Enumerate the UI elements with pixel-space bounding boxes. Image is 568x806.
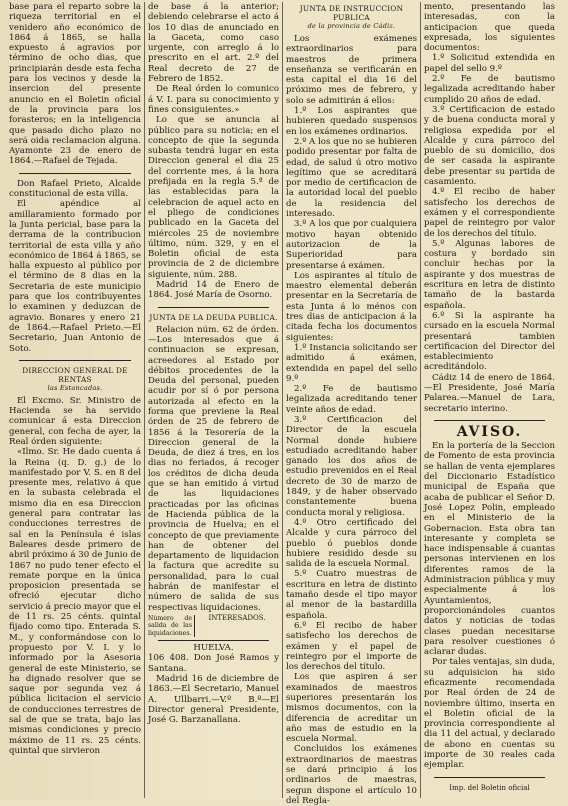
- direccion-intro: El Excmo. Sr. Ministro de Hacienda se ha servido comunicar á esta Direccion general, con fecha de ayer, la Real órden siguiente:: [9, 395, 141, 447]
- column-3: [282, 2, 420, 806]
- requirement-1: 1.º Los aspirantes que hubieren quedado suspensos en los exámenes ordinarios.: [286, 106, 417, 137]
- heading-text: JUNTA DE LA DEUDA PUBLICA.: [149, 312, 278, 322]
- place-heading: HUELVA.: [193, 643, 234, 654]
- cadiz-signature: Cádiz 14 de enero de 1864. —El Presidente, José María Palarea.—Manuel de Lara, secretario interino.: [424, 372, 555, 414]
- section-heading: [9, 366, 141, 393]
- interesado-name: Don José Ramos y Santana.: [148, 653, 279, 674]
- subasta-notice: Lo que se anuncia al público para su noticia; en el concepto de que la segunda subasta tendrá lugar en esta Direccion general el dia 25 del corriente mes, á la hora prefijada en la regla 5.ª de las establecidas para la celebracion de aquel acto en el pliego de condiciones publicado en la Gaceta del miércoles 25 de noviembre último, núm. 329, y en el Boletin oficial de esta provincia de 2 de diciembre siguiente, núm. 288.: [148, 115, 279, 280]
- aviso-heading: AVISO.: [456, 423, 523, 440]
- heading-subtext: de la provincia de Cádiz.: [307, 22, 396, 30]
- heading-text: JUNTA DE INSTRUCCION PUBLICA: [299, 4, 404, 22]
- heading-text: DIRECCION GENERAL DE RENTAS: [22, 365, 128, 384]
- maestro-documents-intro: Los aspirantes al título de maestro elemental deberán presentar en la Secretaría de esta Junta á lo ménos con tres dias de anticipacion á la citada fecha los documentos siguientes:: [286, 270, 417, 343]
- maestras-intro: Concluidos los exámenes extraordinarios de maestras se dará principio á los ordinarios de maestras, segun dispone el artículo 10 del Regla-: [286, 744, 417, 806]
- real-orden-continued: de base á la anterior; debiendo celebrarse el acto á los 10 dias de anunciado en la Gaceta, como caso urgente, con arreglo á lo prescrito en el art. 2.º del Real decreto de 27 de Febrero de 1852.: [148, 2, 279, 85]
- real-orden-closing: De Real órden lo comunico á V. I. para su conocimiento y fines consiguientes.»: [148, 84, 279, 115]
- column-4: [420, 2, 558, 798]
- maestra-document-3: 3.º Certificacion de estado y de buena conducta moral y religiosa expedida por el Alcalde y cura párroco del pueblo de su domicilio, dos de ser casada la aspirante debe presentar su partida de casamiento.: [424, 104, 555, 188]
- aviso-text-2: Por tales ventajas, sin duda, su adquisicion ha sido eficazmente recomendada por Real órden de 24 de noviembre último, inserta en el Boletin oficial de la provincia correspondiente al dia 11 del actual, y declarado de abono en cuentas su importe de 30 reales cada ejemplar.: [424, 657, 555, 771]
- document-5: 5.º Cuatro muestras de escritura en letra de distinto tamaño desde el tipo mayor al menor de la bastardilla española.: [286, 569, 417, 621]
- maestra-document-1: 1.º Solicitud extendida en papel del sello 9.º: [424, 53, 555, 74]
- maestra-document-6: 6.º Si la aspirante ha cursado en la escuela Normal presentará tambien certificacion del Director del establecimiento acreditándolo.: [424, 310, 555, 373]
- divider: [19, 360, 131, 361]
- madrid-signature: Madrid 14 de Enero de 1864. José María de Osorno.: [148, 280, 279, 301]
- divider: [434, 777, 545, 778]
- document-6: 6.º El recibo de haber satisfecho los derechos de exámen y el papel de reintegro por el importe de los derechos del título.: [286, 620, 417, 673]
- ayamonte-notice: base para el reparto sobre la riqueza territorial en el venidero año económico de 1864 á 1865, se halla expuesto á agravios por término de ocho dias, que principiarán desde esta fecha para los vecinos y desde la insercion del presente anuncio en el Boletin oficial de la provincia para los forasteros; en la inteligencia que pasado dicho plazo no será oida reclamacion alguna. Ayamonte 23 de enero de 1864.—Rafael de Tejada.: [9, 2, 141, 167]
- maestra-document-2: 2.º Fe de bautismo legalizada acreditando haber cumplido 20 años de edad.: [424, 74, 555, 105]
- table-row: [148, 653, 279, 674]
- document-4: 4.º Otro certificado del Alcalde y cura párroco del pueblo ó pueblos donde hubiere residido desde su salida de la escuela Normal.: [286, 517, 417, 570]
- divider: [434, 420, 545, 421]
- examenes-intro: Los exámenes extraordinarios para maestros de primera enseñanza se verificarán en esta capital el dia 16 del próximo mes de febrero, y solo se admitirán á ellos:: [286, 34, 417, 106]
- deuda-relacion: Relacion núm. 62 de órden.—Los interesados que á continuacion se expresan, acreedores al Estado por débitos procedentes de la Deuda del personal, pueden acudir por sí ó por persona autorizada al efecto en la forma que previene la Real órden de 25 de febrero de 1856 á la Tesorería de la Direccion general de la Deuda, de diez á tres, en los dias no feriados, á recoger los créditos de dicha deuda que se han emitido á virtud de las liquidaciones practicadas por las oficinas de Hacienda pública de la provincia de Huelva; en el concepto de que previamente han de obtener del departamento de liquidacion la factura que acredite su personalidad, para lo cual habrán de manifestar el número de salida de sus respectivas liquidaciones.: [148, 324, 279, 613]
- aviso-text: En la portería de la Seccion de Fomento de esta provincia se hallan de venta ejemplares del Diccionario Estadístico municipal de España que acaba de publicar el Señor D. José Lopez Polin, empleado en el Ministerio de la Gobernacion. Esta obra tan interesante y completa se hace indispensable á cuantas personas intervienen en los diferentes ramos de la Administracion pública y muy especialmente á los Ayuntamientos, proporcionándoles cuantos datos y noticias de todas clases puedan necesitarse para resolver cuestiones ó aclarar dudas.: [424, 441, 555, 658]
- heading-subtext: las Estancadas.: [47, 383, 103, 392]
- requirement-2: 2.º A los que no se hubieren podido presentar por falta de edad, de salud ú otro motivo legítimo que se acreditará por medio de certificacion de la autoridad local del pueblo de la residencia del interesado.: [286, 136, 417, 220]
- column-1: [6, 2, 144, 798]
- maestros-superiores: Los que aspiren á ser examinados de maestros superiores presentarán los mismos documentos, con la diferencia de acreditar un año mas de estudio en la escuela Normal.: [286, 672, 417, 745]
- document-2: 2.º Fe de bautismo legalizada acreditando tener veinte años de edad.: [286, 384, 417, 415]
- bonares-heading: Don Rafael Prieto, Alcalde constitucional de esta villa.: [9, 178, 141, 200]
- table-column-header: INTERESADOS.: [208, 613, 266, 622]
- deuda-signature: Madrid 16 de diciembre de 1863.—El Secretario, Manuel A. Ullbarri.—V.º B.º—El Director general Presidente, José G. Barzanallana.: [148, 674, 279, 726]
- table-row: [148, 615, 279, 637]
- table-column-label: Número de salida de las liquidaciones.: [148, 615, 195, 637]
- maestras-continued: mento, presentando las interesadas, con la anticipacion que queda expresada, los siguientes documentos:: [424, 2, 555, 54]
- document-1: 1.º Instancia solicitando ser admitido á exámen, extendida en papel del sello 9.º: [286, 342, 417, 384]
- divider: [158, 640, 269, 641]
- section-heading: [148, 313, 279, 322]
- bonares-notice: El apéndice al amillaramiento formado por la Junta pericial, base para la derrama de la contribucion territorial de esta villa y año económico de 1864 á 1865, se halla expuesto al público por el término de 8 dias en la Secretaria de este municipio para que los contribuyentes lo examinen y deduzcan de agravio. Bonares y enero 21 de 1864.—Rafael Prieto.—El Secretario, Juan Antonio de Soto.: [9, 199, 142, 354]
- liquidaciones-table: [148, 615, 279, 637]
- requirement-3: 3.º A los que por cualquiera motivo hayan obtenido autorizacion de la Superioridad para presentarse á exámen.: [286, 219, 417, 271]
- liquidacion-number: 106 408.: [148, 653, 189, 664]
- printer-footer: Imp. del Boletin oficial: [449, 783, 530, 792]
- column-2: [144, 2, 282, 798]
- section-heading: [286, 4, 417, 31]
- divider: [158, 307, 269, 308]
- columns: [6, 2, 562, 806]
- document-3: 3.º Certificacion del Director de la escuela Normal donde hubiere estudiado acreditando haber ganado los dos años de estudio prevenidos en el Real decreto de 30 de marzo de 1849, y de haber observado constantemente buena conducta moral y religiosa.: [286, 414, 417, 518]
- divider: [19, 173, 131, 174]
- maestra-document-4: 4.º El recibo de haber satisfecho los derechos de exámen y el correspondiente papel de reintegro por valor de los derechos del título.: [424, 187, 555, 239]
- maestra-document-5: 5.º Algunas labores de costura y bordado sin concluir hechas por la aspirante y dos muestras de escritura en letra de distinto tamaño de la bastarda española.: [424, 238, 555, 311]
- real-orden-text: «Ilmo. Sr. He dado cuenta á la Reina (q. D. g.) de lo manifestado por V. S. en 8 del presente mes, relativo á que en la subasta celebrada el mismo dia en esa Direccion general para contratar las conducciones terrestres de sal en la Península é islas Baleares desde primero de abril próximo á 30 de Junio de 1867 no pudo tener efecto el remate porque en la única proposicion presentada se ofreció ejecutar dicho servicio á precio mayor que el de 11 rs. 25 cénts. quintal fijado como tipo. Enterada S. M., y conformándose con lo propuesto por V. I. y lo informado por la Asesoria general de este Ministerio, se ha dignado resolver que se saque por segunda vez á pública licitacion el servicio de conducciones terrestres de sal de que se trata, bajo las mismas condiciones y precio máximo de 11 rs. 25 cénts. quintal que sirvieron: [9, 447, 141, 756]
